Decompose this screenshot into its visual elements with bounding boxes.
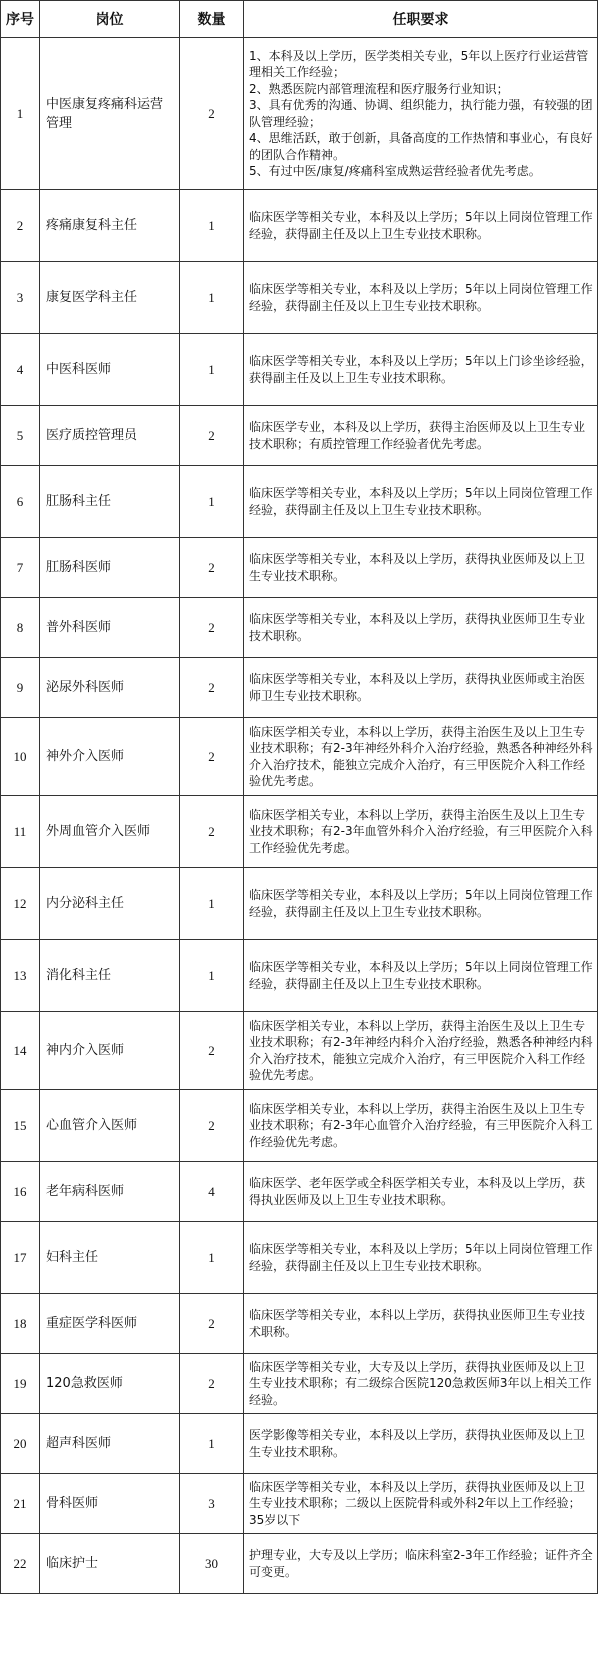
row-number: 18 <box>1 1294 40 1354</box>
requirement-line: 3、具有优秀的沟通、协调、组织能力，执行能力强，有较强的团队管理经验； <box>249 98 593 129</box>
header-position: 岗位 <box>40 1 180 38</box>
quantity-value: 1 <box>180 1222 244 1294</box>
position-name: 心血管介入医师 <box>40 1090 180 1162</box>
requirements-text <box>244 1354 598 1414</box>
position-name: 肛肠科主任 <box>40 466 180 538</box>
requirement-line: 临床医学相关专业，本科以上学历，获得主治医生及以上卫生专业技术职称；有2-3年血管外科介入治疗经验，有三甲医院介入科工作经验优先考虑。 <box>249 807 593 855</box>
quantity-value: 1 <box>180 940 244 1012</box>
requirements-text <box>244 940 598 1012</box>
quantity-value: 2 <box>180 658 244 718</box>
row-number: 22 <box>1 1534 40 1594</box>
header-quantity: 数量 <box>180 1 244 38</box>
quantity-value: 2 <box>180 598 244 658</box>
position-name: 疼痛康复科主任 <box>40 190 180 262</box>
requirements-text <box>244 1294 598 1354</box>
row-number: 17 <box>1 1222 40 1294</box>
table-row <box>1 262 598 334</box>
position-name: 临床护士 <box>40 1534 180 1594</box>
position-name: 外周血管介入医师 <box>40 796 180 868</box>
quantity-value: 2 <box>180 718 244 796</box>
table-row <box>1 940 598 1012</box>
quantity-value: 2 <box>180 1012 244 1090</box>
requirements-text <box>244 658 598 718</box>
row-number: 11 <box>1 796 40 868</box>
table-row <box>1 658 598 718</box>
requirements-text <box>244 1162 598 1222</box>
quantity-value: 2 <box>180 538 244 598</box>
table-row <box>1 1222 598 1294</box>
requirements-text <box>244 334 598 406</box>
requirements-text <box>244 1414 598 1474</box>
table-row <box>1 1474 598 1534</box>
position-name: 医疗质控管理员 <box>40 406 180 466</box>
requirement-line: 2、熟悉医院内部管理流程和医疗服务行业知识； <box>249 81 509 96</box>
requirement-line: 临床医学等相关专业，本科及以上学历，获得执业医师及以上卫生专业技术职称。 <box>249 552 586 583</box>
quantity-value: 1 <box>180 1414 244 1474</box>
quantity-value: 2 <box>180 796 244 868</box>
quantity-value: 2 <box>180 1294 244 1354</box>
requirement-line: 临床医学等相关专业，大专及以上学历，获得执业医师及以上卫生专业技术职称；有二级综合医院120急救医师3年以上相关工作经验。 <box>249 1359 592 1407</box>
position-name: 内分泌科主任 <box>40 868 180 940</box>
requirements-text <box>244 406 598 466</box>
row-number: 16 <box>1 1162 40 1222</box>
position-name: 120急救医师 <box>40 1354 180 1414</box>
position-name: 妇科主任 <box>40 1222 180 1294</box>
requirement-line: 5、有过中医/康复/疼痛科室成熟运营经验者优先考虑。 <box>249 164 541 178</box>
row-number: 4 <box>1 334 40 406</box>
table-row <box>1 718 598 796</box>
table-row <box>1 538 598 598</box>
requirements-text <box>244 1012 598 1090</box>
requirement-line: 4、思维活跃，敢于创新，具备高度的工作热情和事业心，有良好的团队合作精神。 <box>249 131 593 162</box>
requirement-line: 临床医学等相关专业，本科及以上学历；5年以上同岗位管理工作经验，获得副主任及以上卫生专业技术职称。 <box>249 210 593 241</box>
requirement-line: 临床医学等相关专业，本科及以上学历；5年以上同岗位管理工作经验，获得副主任及以上卫生专业技术职称。 <box>249 486 593 517</box>
row-number: 14 <box>1 1012 40 1090</box>
row-number: 9 <box>1 658 40 718</box>
table-row <box>1 1414 598 1474</box>
requirement-line: 临床医学、老年医学或全科医学相关专业，本科及以上学历，获得执业医师及以上卫生专业技术职称。 <box>249 1176 586 1207</box>
requirement-line: 临床医学等相关专业，本科以上学历，获得执业医师卫生专业技术职称。 <box>249 1308 586 1339</box>
requirements-text <box>244 718 598 796</box>
header-requirements: 任职要求 <box>244 1 598 38</box>
quantity-value: 2 <box>180 1354 244 1414</box>
header-no: 序号 <box>1 1 40 38</box>
requirement-line: 临床医学等相关专业，本科及以上学历；5年以上门诊坐诊经验，获得副主任及以上卫生专业技术职称。 <box>249 354 593 385</box>
quantity-value: 30 <box>180 1534 244 1594</box>
table-row <box>1 466 598 538</box>
quantity-value: 1 <box>180 262 244 334</box>
position-name: 中医科医师 <box>40 334 180 406</box>
requirement-line: 医学影像等相关专业，本科及以上学历，获得执业医师及以上卫生专业技术职称。 <box>249 1428 586 1459</box>
requirement-line: 临床医学等相关专业，本科及以上学历，获得执业医师或主治医师卫生专业技术职称。 <box>249 672 586 703</box>
requirements-text <box>244 1222 598 1294</box>
row-number: 12 <box>1 868 40 940</box>
quantity-value: 2 <box>180 1090 244 1162</box>
quantity-value: 2 <box>180 38 244 190</box>
row-number: 3 <box>1 262 40 334</box>
requirements-text <box>244 796 598 868</box>
position-name: 超声科医师 <box>40 1414 180 1474</box>
row-number: 6 <box>1 466 40 538</box>
position-name: 康复医学科主任 <box>40 262 180 334</box>
quantity-value: 1 <box>180 466 244 538</box>
requirement-line: 临床医学相关专业，本科以上学历，获得主治医生及以上卫生专业技术职称；有2-3年心血管介入治疗经验，有三甲医院介入科工作经验优先考虑。 <box>249 1101 593 1149</box>
position-name: 重症医学科医师 <box>40 1294 180 1354</box>
table-row <box>1 1354 598 1414</box>
requirement-line: 临床医学等相关专业，本科及以上学历；5年以上同岗位管理工作经验，获得副主任及以上卫生专业技术职称。 <box>249 1242 593 1273</box>
position-name: 老年病科医师 <box>40 1162 180 1222</box>
row-number: 15 <box>1 1090 40 1162</box>
requirement-line: 临床医学等相关专业，本科及以上学历；5年以上同岗位管理工作经验，获得副主任及以上卫生专业技术职称。 <box>249 960 593 991</box>
requirements-text <box>244 466 598 538</box>
position-name: 普外科医师 <box>40 598 180 658</box>
requirements-text <box>244 262 598 334</box>
header-row <box>1 1 598 38</box>
position-name: 肛肠科医师 <box>40 538 180 598</box>
table-row <box>1 868 598 940</box>
quantity-value: 2 <box>180 406 244 466</box>
position-name: 神外介入医师 <box>40 718 180 796</box>
requirement-line: 临床医学相关专业，本科以上学历，获得主治医生及以上卫生专业技术职称；有2-3年神经外科介入治疗经验，熟悉各种神经外科介入治疗技术，能独立完成介入治疗，有三甲医院介入科工作经验优先考虑。 <box>249 724 593 788</box>
row-number: 20 <box>1 1414 40 1474</box>
table-row <box>1 190 598 262</box>
quantity-value: 1 <box>180 868 244 940</box>
requirement-line: 临床医学相关专业，本科以上学历，获得主治医生及以上卫生专业技术职称；有2-3年神经内科介入治疗经验，熟悉各种神经内科介入治疗技术，能独立完成介入治疗，有三甲医院介入科工作经验优先考虑。 <box>249 1018 593 1082</box>
row-number: 10 <box>1 718 40 796</box>
requirement-line: 临床医学等相关专业，本科及以上学历；5年以上同岗位管理工作经验，获得副主任及以上卫生专业技术职称。 <box>249 888 593 919</box>
row-number: 13 <box>1 940 40 1012</box>
requirements-text <box>244 598 598 658</box>
table-row <box>1 1012 598 1090</box>
requirements-text <box>244 38 598 190</box>
requirements-text <box>244 538 598 598</box>
row-number: 5 <box>1 406 40 466</box>
requirement-line: 临床医学等相关专业，本科及以上学历，获得执业医师及以上卫生专业技术职称；二级以上医院骨科或外科2年以上工作经验；35岁以下 <box>249 1479 586 1527</box>
row-number: 7 <box>1 538 40 598</box>
table-row <box>1 38 598 190</box>
quantity-value: 1 <box>180 334 244 406</box>
requirements-text <box>244 190 598 262</box>
row-number: 1 <box>1 38 40 190</box>
position-name: 中医康复疼痛科运营管理 <box>40 38 180 190</box>
requirement-line: 1、本科及以上学历，医学类相关专业，5年以上医疗行业运营管理相关工作经验； <box>249 48 589 79</box>
position-name: 消化科主任 <box>40 940 180 1012</box>
requirements-text <box>244 1474 598 1534</box>
requirement-line: 临床医学等相关专业，本科及以上学历；5年以上同岗位管理工作经验，获得副主任及以上卫生专业技术职称。 <box>249 282 593 313</box>
table-row <box>1 1162 598 1222</box>
table-row <box>1 598 598 658</box>
table-row <box>1 1534 598 1594</box>
requirements-text <box>244 1534 598 1594</box>
position-name: 泌尿外科医师 <box>40 658 180 718</box>
requirement-line: 护理专业，大专及以上学历；临床科室2-3年工作经验；证件齐全可变更。 <box>249 1548 593 1579</box>
position-name: 骨科医师 <box>40 1474 180 1534</box>
requirements-text <box>244 1090 598 1162</box>
table-row <box>1 1294 598 1354</box>
quantity-value: 3 <box>180 1474 244 1534</box>
requirement-line: 临床医学专业，本科及以上学历，获得主治医师及以上卫生专业技术职称；有质控管理工作经验者优先考虑。 <box>249 420 586 451</box>
quantity-value: 4 <box>180 1162 244 1222</box>
row-number: 19 <box>1 1354 40 1414</box>
row-number: 21 <box>1 1474 40 1534</box>
table-row <box>1 334 598 406</box>
requirement-line: 临床医学等相关专业，本科及以上学历，获得执业医师卫生专业技术职称。 <box>249 612 586 643</box>
quantity-value: 1 <box>180 190 244 262</box>
table-row <box>1 1090 598 1162</box>
table-body <box>1 38 598 1594</box>
row-number: 2 <box>1 190 40 262</box>
table-row <box>1 796 598 868</box>
table-row <box>1 406 598 466</box>
requirements-text <box>244 868 598 940</box>
row-number: 8 <box>1 598 40 658</box>
position-name: 神内介入医师 <box>40 1012 180 1090</box>
